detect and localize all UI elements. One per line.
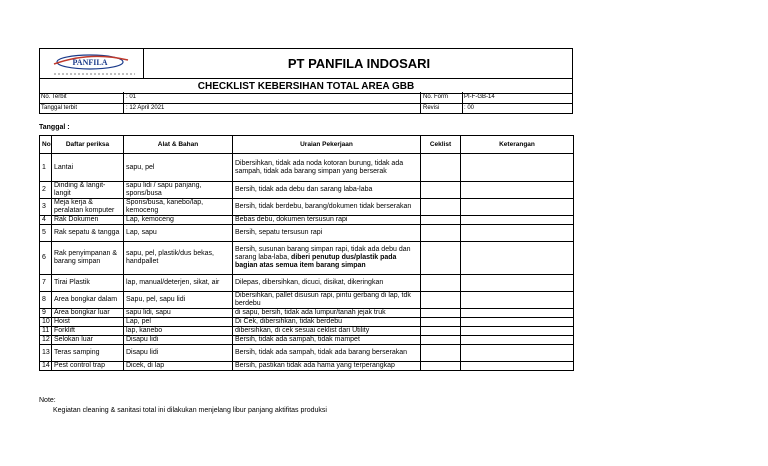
col-daftar-periksa: Daftar periksa bbox=[52, 136, 124, 154]
row-ceklist-cell[interactable] bbox=[421, 292, 461, 309]
row-ceklist-cell[interactable] bbox=[421, 327, 461, 336]
uraian-text: Bersih, susunan barang simpan rapi, tidak ada debu dan sarang laba-laba, bbox=[235, 246, 411, 261]
no-form-label: No. Form bbox=[423, 94, 449, 100]
revisi-value: : 00 bbox=[464, 105, 475, 111]
company-logo bbox=[40, 49, 144, 78]
row-no: 4 bbox=[40, 216, 52, 225]
row-daftar-periksa: Area bongkar luar bbox=[52, 309, 124, 318]
row-alat-bahan: Sapu, pel, sapu lidi bbox=[124, 292, 233, 309]
row-ceklist-cell[interactable] bbox=[421, 154, 461, 182]
table-row bbox=[40, 242, 574, 275]
uraian-text: Bersih, tidak ada sampah, tidak mampet bbox=[235, 336, 360, 343]
row-daftar-periksa: Area bongkar dalam bbox=[52, 292, 124, 309]
row-keterangan-cell[interactable] bbox=[461, 225, 574, 242]
uraian-text: Bersih, sepatu tersusun rapi bbox=[235, 229, 323, 236]
no-form-value: PI-F-GB-14 bbox=[464, 94, 495, 100]
table-row bbox=[40, 309, 574, 318]
table-row bbox=[40, 292, 574, 309]
row-daftar-periksa: Rak sepatu & tangga bbox=[52, 225, 124, 242]
row-daftar-periksa: Hoist bbox=[52, 318, 124, 327]
checklist-table bbox=[39, 135, 574, 371]
row-alat-bahan: lap, kanebo bbox=[124, 327, 233, 336]
row-daftar-periksa: Meja kerja & peralatan komputer bbox=[52, 199, 124, 216]
row-ceklist-cell[interactable] bbox=[421, 345, 461, 362]
row-uraian-pekerjaan bbox=[233, 336, 421, 345]
row-ceklist-cell[interactable] bbox=[421, 225, 461, 242]
uraian-text: Di Cek, dibersihkan, tidak berdebu bbox=[235, 318, 343, 325]
row-alat-bahan: Disapu lidi bbox=[124, 345, 233, 362]
company-name: PT PANFILA INDOSARI bbox=[287, 56, 431, 71]
row-uraian-pekerjaan bbox=[233, 216, 421, 225]
row-daftar-periksa: Teras samping bbox=[52, 345, 124, 362]
no-terbit-value: : 01 bbox=[126, 94, 137, 100]
uraian-text: Bersih, tidak ada debu dan sarang laba-laba bbox=[235, 186, 373, 193]
table-row bbox=[40, 327, 574, 336]
table-row bbox=[40, 225, 574, 242]
col-uraian-pekerjaan: Uraian Pekerjaan bbox=[233, 136, 421, 154]
row-no: 11 bbox=[40, 327, 52, 336]
row-alat-bahan: sapu, pel bbox=[124, 154, 233, 182]
row-uraian-pekerjaan bbox=[233, 242, 421, 275]
table-row bbox=[40, 216, 574, 225]
table-row bbox=[40, 154, 574, 182]
revisi-label: Revisi bbox=[423, 105, 440, 111]
row-ceklist-cell[interactable] bbox=[421, 242, 461, 275]
row-keterangan-cell[interactable] bbox=[461, 242, 574, 275]
row-ceklist-cell[interactable] bbox=[421, 362, 461, 371]
row-alat-bahan: Dicek, di lap bbox=[124, 362, 233, 371]
row-ceklist-cell[interactable] bbox=[421, 309, 461, 318]
row-no: 2 bbox=[40, 182, 52, 199]
row-daftar-periksa: Rak penyimpanan & barang simpan bbox=[52, 242, 124, 275]
table-row bbox=[40, 275, 574, 292]
row-keterangan-cell[interactable] bbox=[461, 318, 574, 327]
row-uraian-pekerjaan bbox=[233, 327, 421, 336]
row-no: 9 bbox=[40, 309, 52, 318]
uraian-text: Bersih, tidak berdebu, barang/dokumen tidak berserakan bbox=[235, 203, 412, 210]
row-daftar-periksa: Rak Dokumen bbox=[52, 216, 124, 225]
uraian-text: Bersih, pastikan tidak ada hama yang terperangkap bbox=[235, 362, 395, 369]
row-no: 7 bbox=[40, 275, 52, 292]
row-keterangan-cell[interactable] bbox=[461, 216, 574, 225]
logo-text: PANFILA bbox=[72, 58, 108, 67]
row-no: 3 bbox=[40, 199, 52, 216]
row-daftar-periksa: Selokan luar bbox=[52, 336, 124, 345]
uraian-text: di sapu, bersih, tidak ada lumpur/tanah jejak truk bbox=[235, 309, 386, 316]
row-alat-bahan: Lap, pel bbox=[124, 318, 233, 327]
table-row bbox=[40, 199, 574, 216]
row-no: 14 bbox=[40, 362, 52, 371]
row-daftar-periksa: Dinding & langit-langit bbox=[52, 182, 124, 199]
row-ceklist-cell[interactable] bbox=[421, 199, 461, 216]
col-no: No bbox=[40, 136, 52, 154]
row-uraian-pekerjaan bbox=[233, 362, 421, 371]
row-ceklist-cell[interactable] bbox=[421, 336, 461, 345]
uraian-text: Dilepas, dibersihkan, dicuci, disikat, dikeringkan bbox=[235, 279, 384, 286]
row-keterangan-cell[interactable] bbox=[461, 154, 574, 182]
table-row bbox=[40, 336, 574, 345]
document-header bbox=[39, 48, 573, 114]
row-daftar-periksa: Pest control trap bbox=[52, 362, 124, 371]
uraian-text: Bebas debu, dokumen tersusun rapi bbox=[235, 216, 348, 223]
row-uraian-pekerjaan bbox=[233, 292, 421, 309]
row-alat-bahan: sapu lidi / sapu panjang, spons/busa bbox=[124, 182, 233, 199]
row-no: 1 bbox=[40, 154, 52, 182]
row-keterangan-cell[interactable] bbox=[461, 336, 574, 345]
uraian-text: dibersihkan, di cek sesuai ceklist dari Utility bbox=[235, 327, 370, 334]
table-row bbox=[40, 345, 574, 362]
row-alat-bahan: lap, manual/deterjen, sikat, air bbox=[124, 275, 233, 292]
row-keterangan-cell[interactable] bbox=[461, 309, 574, 318]
table-row bbox=[40, 182, 574, 199]
row-uraian-pekerjaan bbox=[233, 275, 421, 292]
row-uraian-pekerjaan bbox=[233, 154, 421, 182]
row-uraian-pekerjaan bbox=[233, 225, 421, 242]
row-keterangan-cell[interactable] bbox=[461, 292, 574, 309]
row-no: 8 bbox=[40, 292, 52, 309]
row-ceklist-cell[interactable] bbox=[421, 182, 461, 199]
col-keterangan: Keterangan bbox=[461, 136, 574, 154]
row-keterangan-cell[interactable] bbox=[461, 199, 574, 216]
row-keterangan-cell[interactable] bbox=[461, 275, 574, 292]
row-alat-bahan: Lap, sapu bbox=[124, 225, 233, 242]
row-alat-bahan: Lap, kemoceng bbox=[124, 216, 233, 225]
row-daftar-periksa: Forklift bbox=[52, 327, 124, 336]
note-label: Note: bbox=[39, 397, 56, 404]
row-alat-bahan: sapu lidi, sapu bbox=[124, 309, 233, 318]
tanggal-label: Tanggal : bbox=[39, 124, 70, 131]
table-header-row bbox=[40, 136, 574, 154]
table-row bbox=[40, 318, 574, 327]
row-keterangan-cell[interactable] bbox=[461, 327, 574, 336]
row-ceklist-cell[interactable] bbox=[421, 275, 461, 292]
note-text: Kegiatan cleaning & sanitasi total ini dilakukan menjelang libur panjang aktifitas produksi bbox=[53, 407, 327, 414]
row-no: 10 bbox=[40, 318, 52, 327]
col-alat-bahan: Alat & Bahan bbox=[124, 136, 233, 154]
row-uraian-pekerjaan bbox=[233, 318, 421, 327]
row-alat-bahan: Disapu lidi bbox=[124, 336, 233, 345]
logo-cell bbox=[40, 49, 144, 78]
tanggal-terbit-label: Tanggal terbit bbox=[41, 105, 78, 111]
row-keterangan-cell[interactable] bbox=[461, 182, 574, 199]
row-ceklist-cell[interactable] bbox=[421, 216, 461, 225]
row-no: 12 bbox=[40, 336, 52, 345]
row-daftar-periksa: Tirai Plastik bbox=[52, 275, 124, 292]
no-terbit-label: No. Terbit bbox=[41, 94, 67, 100]
row-uraian-pekerjaan bbox=[233, 199, 421, 216]
row-alat-bahan: Spons/busa, kanebo/lap, kemoceng bbox=[124, 199, 233, 216]
uraian-bold-text: diberi penutup dus/plastik pada bagian atas semua item barang simpan bbox=[235, 254, 397, 269]
row-no: 6 bbox=[40, 242, 52, 275]
row-no: 13 bbox=[40, 345, 52, 362]
uraian-text: Dibersihkan, tidak ada noda kotoran burung, tidak ada sampah, tidak ada barang simpan yang berserak bbox=[235, 159, 404, 175]
row-keterangan-cell[interactable] bbox=[461, 345, 574, 362]
uraian-text: Dibersihkan, pallet disusun rapi, pintu gerbang di lap, tdk berdebu bbox=[235, 292, 411, 307]
row-ceklist-cell[interactable] bbox=[421, 318, 461, 327]
uraian-text: Bersih, tidak ada sampah, tidak ada barang berserakan bbox=[235, 349, 407, 356]
col-ceklist: Ceklist bbox=[421, 136, 461, 154]
row-daftar-periksa: Lantai bbox=[52, 154, 124, 182]
row-uraian-pekerjaan bbox=[233, 309, 421, 318]
tanggal-terbit-value: : 12 April 2021 bbox=[126, 105, 165, 111]
row-no: 5 bbox=[40, 225, 52, 242]
table-row bbox=[40, 362, 574, 371]
document-title: CHECKLIST KEBERSIHAN TOTAL AREA GBB bbox=[40, 78, 572, 94]
row-uraian-pekerjaan bbox=[233, 182, 421, 199]
row-uraian-pekerjaan bbox=[233, 345, 421, 362]
row-keterangan-cell[interactable] bbox=[461, 362, 574, 371]
row-alat-bahan: sapu, pel, plastik/dus bekas, handpallet bbox=[124, 242, 233, 275]
